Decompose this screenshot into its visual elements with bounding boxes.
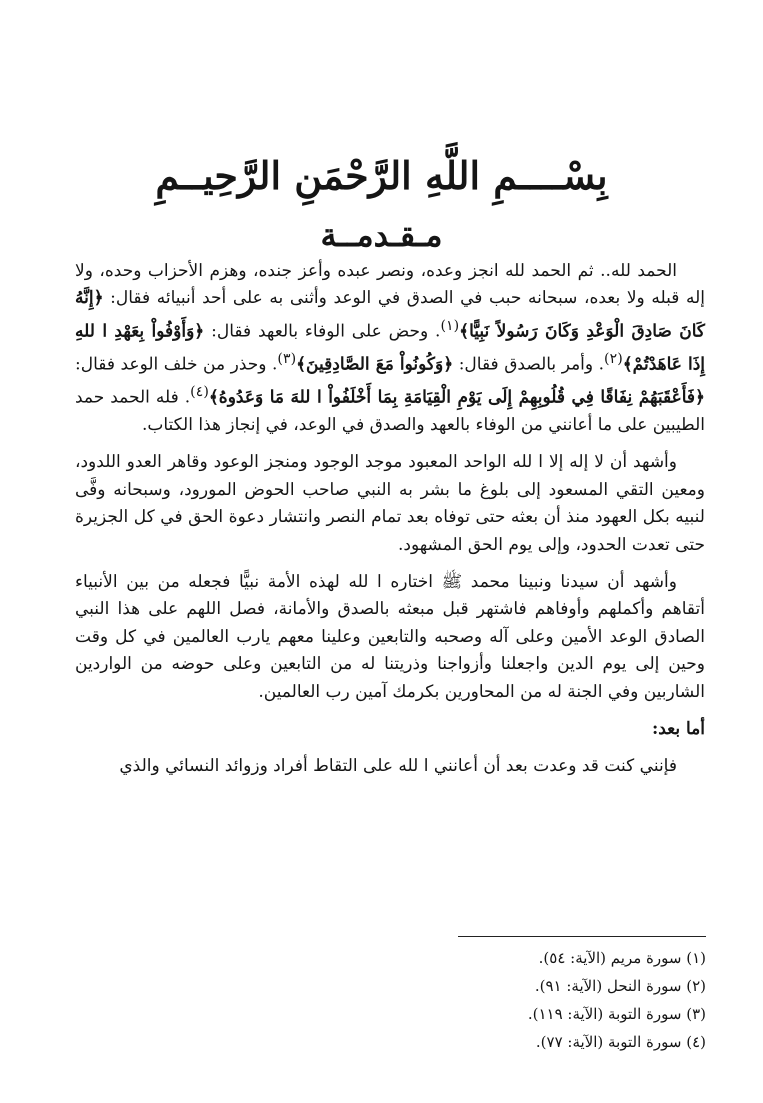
page-title: مـقـدمــة [320,216,443,254]
footnote-ref: (٣) [277,350,297,367]
footnote-ref: (١) [440,317,460,334]
footnote-ref: (٢) [604,350,623,367]
main-text [75,258,705,791]
paragraph-1 [75,258,705,439]
quran-verse: ﴿إِنَّهُ كَانَ صَادِقَ الْوَعْدِ وَكَانَ رَسُولاً نَبِيًّا﴾ [75,288,706,342]
footnote-item: (٣) سورة التوبة (الآية: ١١٩). [527,1005,706,1023]
text-segment: . فله الحمد حمد الطيبين على ما أعانني من الوفاء بالعهد والصدق في الوعد، في إنجاز هذا الكتاب. [75,387,705,435]
footnotes [306,944,706,1056]
footnote-item: (٤) سورة التوبة (الآية: ٧٧). [535,1033,706,1051]
footnote-divider [458,936,706,937]
text-segment: الحمد لله.. ثم الحمد لله انجز وعده، ونصر عبده وأعز جنده، وهزم الأحزاب وحده، ولا إله قبله ولا بعده، سبحانه حبب في الصدق في الوعد وأثنى به على أحد أنبيائه فقال: [75,261,705,309]
text-segment: . وحض على الوفاء بالعهد فقال: [204,321,441,342]
footnote-item: (٢) سورة النحل (الآية: ٩١). [534,977,706,995]
quran-verse: ﴿وَأَوْفُواْ بِعَهْدِ ا للهِ إِذَا عَاهَدْتُمْ﴾ [75,321,705,375]
footnote-ref: (٤) [190,383,209,400]
basmala: بِسْــــمِ اللَّهِ الرَّحْمَنِ الرَّحِيــمِ [155,153,608,198]
footnote-item: (١) سورة مريم (الآية: ٥٤). [538,949,706,967]
paragraph-3: وأشهد أن سيدنا ونبينا محمد ﷺ اختاره ا لله لهذه الأمة نبيًّا فجعله من بين الأنبياء أتقاهم وأكملهم وأوفاهم فاشتهر قبل مبعثه بالصدق والأمانة، فصل اللهم على هذا النبي الصادق الوعد الأمين وعلى آله وصحبه والتابعين وعلينا معهم يارب العالمين في كل وقت وحين إلى يوم الدين واجعلنا وأزواجنا وذريتنا له من التابعين وعلى حوضه من الواردين الشاربين وفي الجنة له من المحاورين بكرمك آمين رب العالمين. [75,572,705,702]
text-segment: . وأمر بالصدق فقال: [453,354,605,375]
subheading: أما بعد: [651,719,705,740]
quran-verse: ﴿وَكُونُواْ مَعَ الصَّادِقِينَ﴾ [296,354,454,375]
paragraph-2: وأشهد أن لا إله إلا ا لله الواحد المعبود موجد الوجود ومنجز الوعود وقاهر العدو اللدود، ومعين التقي المسعود إلى بلوغ ما بشر به النبي صاحب الحوض المورود، وسبحانه وفَّى لنبيه بكل العهود منذ أن بعثه حتى توفاه بعد تمام النصر وانتشار دعوة الحق في كل الجزيرة حتى تعدت الحدود، وإلى يوم الحق المشهود. [75,452,705,555]
paragraph-4: فإنني كنت قد وعدت بعد أن أعانني ا لله على التقاط أفراد وزوائد النسائي والذي [119,756,677,777]
quran-verse: ﴿فَأَعْقَبَهُمْ نِفَاقًا فِي قُلُوبِهِمْ إِلَى يَوْمِ الْقِيَامَةِ بِمَا أَخْلَفُواْ ا للهَ مَا وَعَدُوهُ﴾ [208,387,705,408]
text-segment: . وحذر من خلف الوعد فقال: [75,354,278,375]
